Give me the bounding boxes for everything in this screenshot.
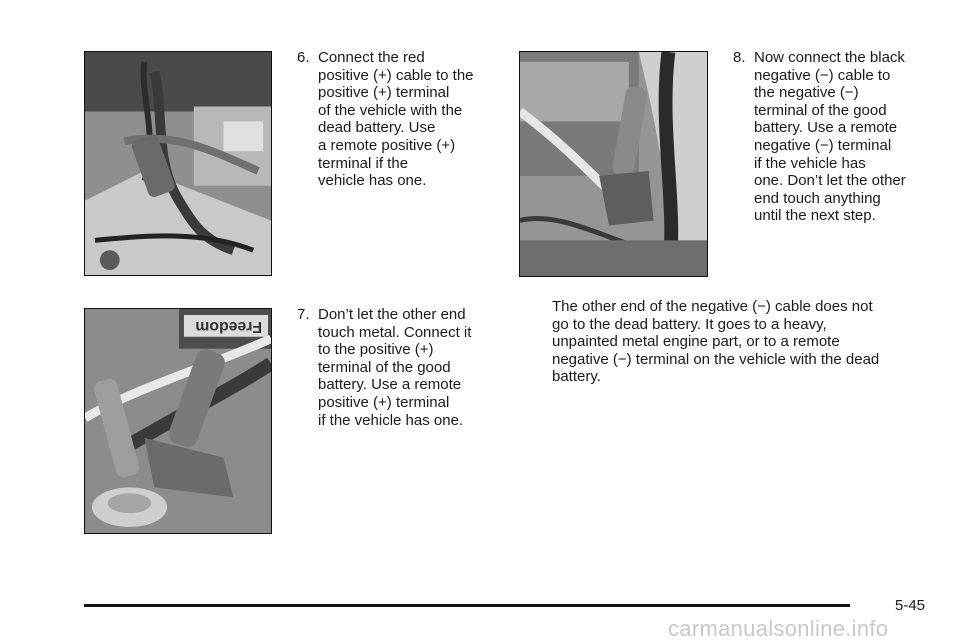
note-line: The other end of the negative (−) cable does not [552,298,873,315]
step-line: the negative (−) [754,84,859,102]
step-line: vehicle has one. [318,172,427,190]
step-line: positive (+) terminal [318,84,450,102]
step-8 [733,49,948,225]
watermark-text: carmanualsonline.info [668,616,889,641]
step-line: until the next step. [754,207,876,225]
photo-step-6 [84,51,272,276]
negative-cable-note [552,298,932,386]
step-line: positive (+) cable to the [318,66,474,84]
battery-label-text: Freedom [195,317,263,335]
step-line: Now connect the black [754,49,905,66]
step-line: of the vehicle with the [318,101,463,119]
note-line: negative (−) terminal on the vehicle with the dead [552,350,880,368]
step-line: positive (+) terminal [318,393,450,411]
step-line: to the positive (+) [318,341,434,359]
note-line: battery. [552,368,601,386]
step-line: Don’t let the other end [318,306,466,323]
photo-step-8 [519,51,708,277]
photo-step-7 [84,308,272,534]
footer-rule [84,604,850,607]
step-line: if the vehicle has one. [318,411,464,429]
step-line: terminal of the good [318,358,451,376]
step-line: a remote positive (+) [318,136,456,154]
step-line: battery. Use a remote [318,376,462,394]
step-line: if the vehicle has [754,154,866,172]
step-line: one. Don’t let the other [754,172,906,190]
step-line: dead battery. Use [318,119,436,137]
step-line: battery. Use a remote [754,119,898,137]
step-line: negative (−) terminal [754,136,892,154]
step-number: 6. [297,49,310,66]
step-7 [297,306,507,429]
step-6 [297,49,507,190]
step-line: negative (−) cable to [754,66,891,84]
step-line: terminal of the good [754,101,887,119]
step-number: 7. [297,306,310,323]
step-line: end touch anything [754,189,881,207]
page-number: 5-45 [895,597,926,614]
note-line: unpainted metal engine part, or to a remote [552,333,840,351]
step-line: touch metal. Connect it [318,323,472,341]
note-line: go to the dead battery. It goes to a heavy, [552,315,827,333]
step-line: Connect the red [318,49,425,66]
step-number: 8. [733,49,746,66]
step-line: terminal if the [318,154,409,172]
